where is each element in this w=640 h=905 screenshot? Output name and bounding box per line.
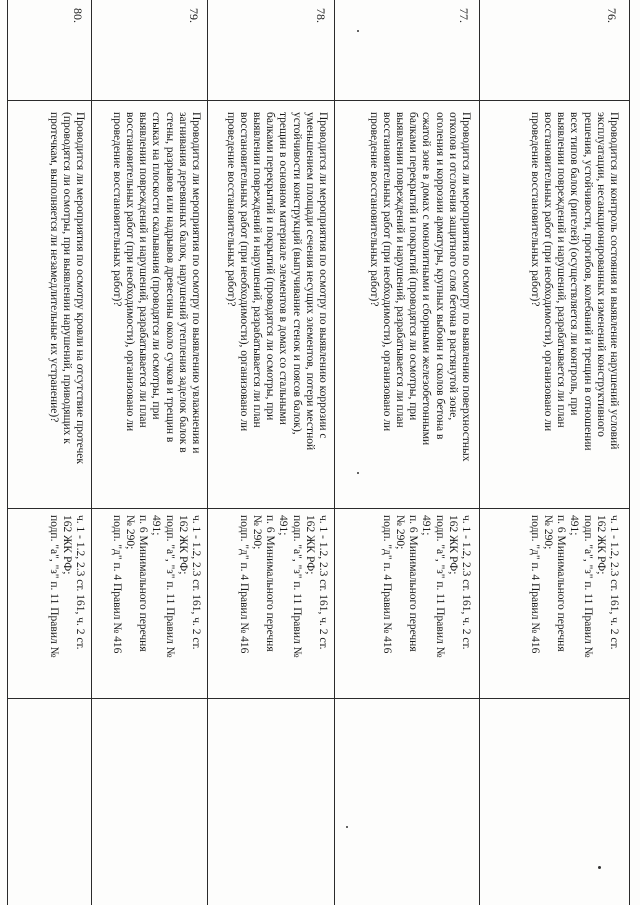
row-description: Проводится ли контроль состояния и выявление нарушений условий эксплуатации, несанкционированных изменений конструктивного решения, устойчивости, прогибов, колебаний и трещин в отношении всех типов балок (ригелей) (осуществляется ли контроль, при выявлении повреждений и нарушений, разрабатывается ли план восстановительных работ (при необходимости), организовано ли проведение восстановительных работ)? bbox=[528, 112, 620, 451]
scan-speck bbox=[346, 826, 348, 828]
table-row bbox=[208, 0, 335, 905]
row-reference: ч. 1 - 1.2, 2.3 ст. 161, ч. 2 ст. 162 ЖК РФ; подп. "а", "з" п. 11 Правил № 491; п. 6 Минимального перечня № 290; подп. "д" п. 4 Правил № 416 bbox=[237, 515, 329, 658]
row-number: 77. bbox=[457, 8, 471, 23]
row-reference: ч. 1 - 1.2, 2.3 ст. 161, ч. 2 ст. 162 ЖК РФ; подп. "а", "з" п. 11 Правил № 491; п. 6 Минимального перечня № 290; подп. "д" п. 4 Правил № 416 bbox=[380, 515, 472, 658]
row-description: Проводится ли мероприятия по осмотру по выявлению поверхностных отколов и отслоения защитного слоя бетона в растянутой зоне, оголения и коррозии арматуры, крупных выбоин и сколов бетона в сжатой зоне в домах с монолитными и сборными железобетонными балками перекрытий и покрытий (проводятся ли осмотры, при выявлении повреждений и нарушений, разрабатывается ли план восстановительных работ (при необходимости), организовано ли проведение восстановительных работ)? bbox=[367, 112, 472, 462]
row-number: 79. bbox=[187, 8, 201, 23]
scan-speck bbox=[357, 472, 359, 474]
scan-speck bbox=[357, 30, 359, 32]
row-reference: ч. 1 - 1.2, 2.3 ст. 161, ч. 2 ст. 162 ЖК РФ; подп. "а", "з" п. 11 Правил № 491; п. 6 Минимального перечня № 290; подп. "д" п. 4 Правил № 416 bbox=[528, 515, 620, 658]
table-row bbox=[92, 0, 208, 905]
row-reference: ч. 1 - 1.2, 2.3 ст. 161, ч. 2 ст. 162 ЖК РФ; подп. "а", "з" п. 11 Правил № bbox=[47, 515, 86, 658]
row-number: 80. bbox=[71, 8, 85, 23]
scan-speck bbox=[598, 866, 601, 869]
table-row bbox=[8, 0, 92, 905]
row-description: Проводится ли мероприятия по осмотру по выявлению увлажнения и загнивания деревянных балок, нарушений утепления заделок балок в стены, разрывов или надрывов древесины около сучков и трещин в стыках на плоскости скалывания (проводятся ли осмотры, при выявлении повреждений и нарушений, разрабатывается ли план восстановительных работ (при необходимости), организовано ли проведение восстановительных работ)? bbox=[110, 112, 202, 454]
row-reference: ч. 1 - 1.2, 2.3 ст. 161, ч. 2 ст. 162 ЖК РФ; подп. "а", "з" п. 11 Правил № 491; п. 6 Минимального перечня № 290; подп. "д" п. 4 Правил № 416 bbox=[110, 515, 202, 658]
row-description: Проводится ли мероприятия по осмотру по выявлению коррозии с уменьшением площади сечения несущих элементов, потери местной устойчивости конструкций (выпучивание стенок и поясов балок), трещин в основном материале элементов в домах со стальными балками перекрытий и покрытий (проводятся ли осмотры, при выявлении повреждений и нарушений, разрабатывается ли план восстановительных работ (при необходимости), организовано ли проведение восстановительных работ)? bbox=[224, 112, 329, 451]
table-row bbox=[335, 0, 480, 905]
row-description: Проводится ли мероприятия по осмотру кровли на отсутствие протечек (проводятся ли осмотры, при выявлении нарушений, приводящих к протечкам, выполняется ли незамедлительные их устранение)? bbox=[47, 112, 86, 464]
table-row bbox=[480, 0, 640, 905]
row-number: 78. bbox=[314, 8, 328, 23]
row-number: 76. bbox=[605, 8, 619, 23]
